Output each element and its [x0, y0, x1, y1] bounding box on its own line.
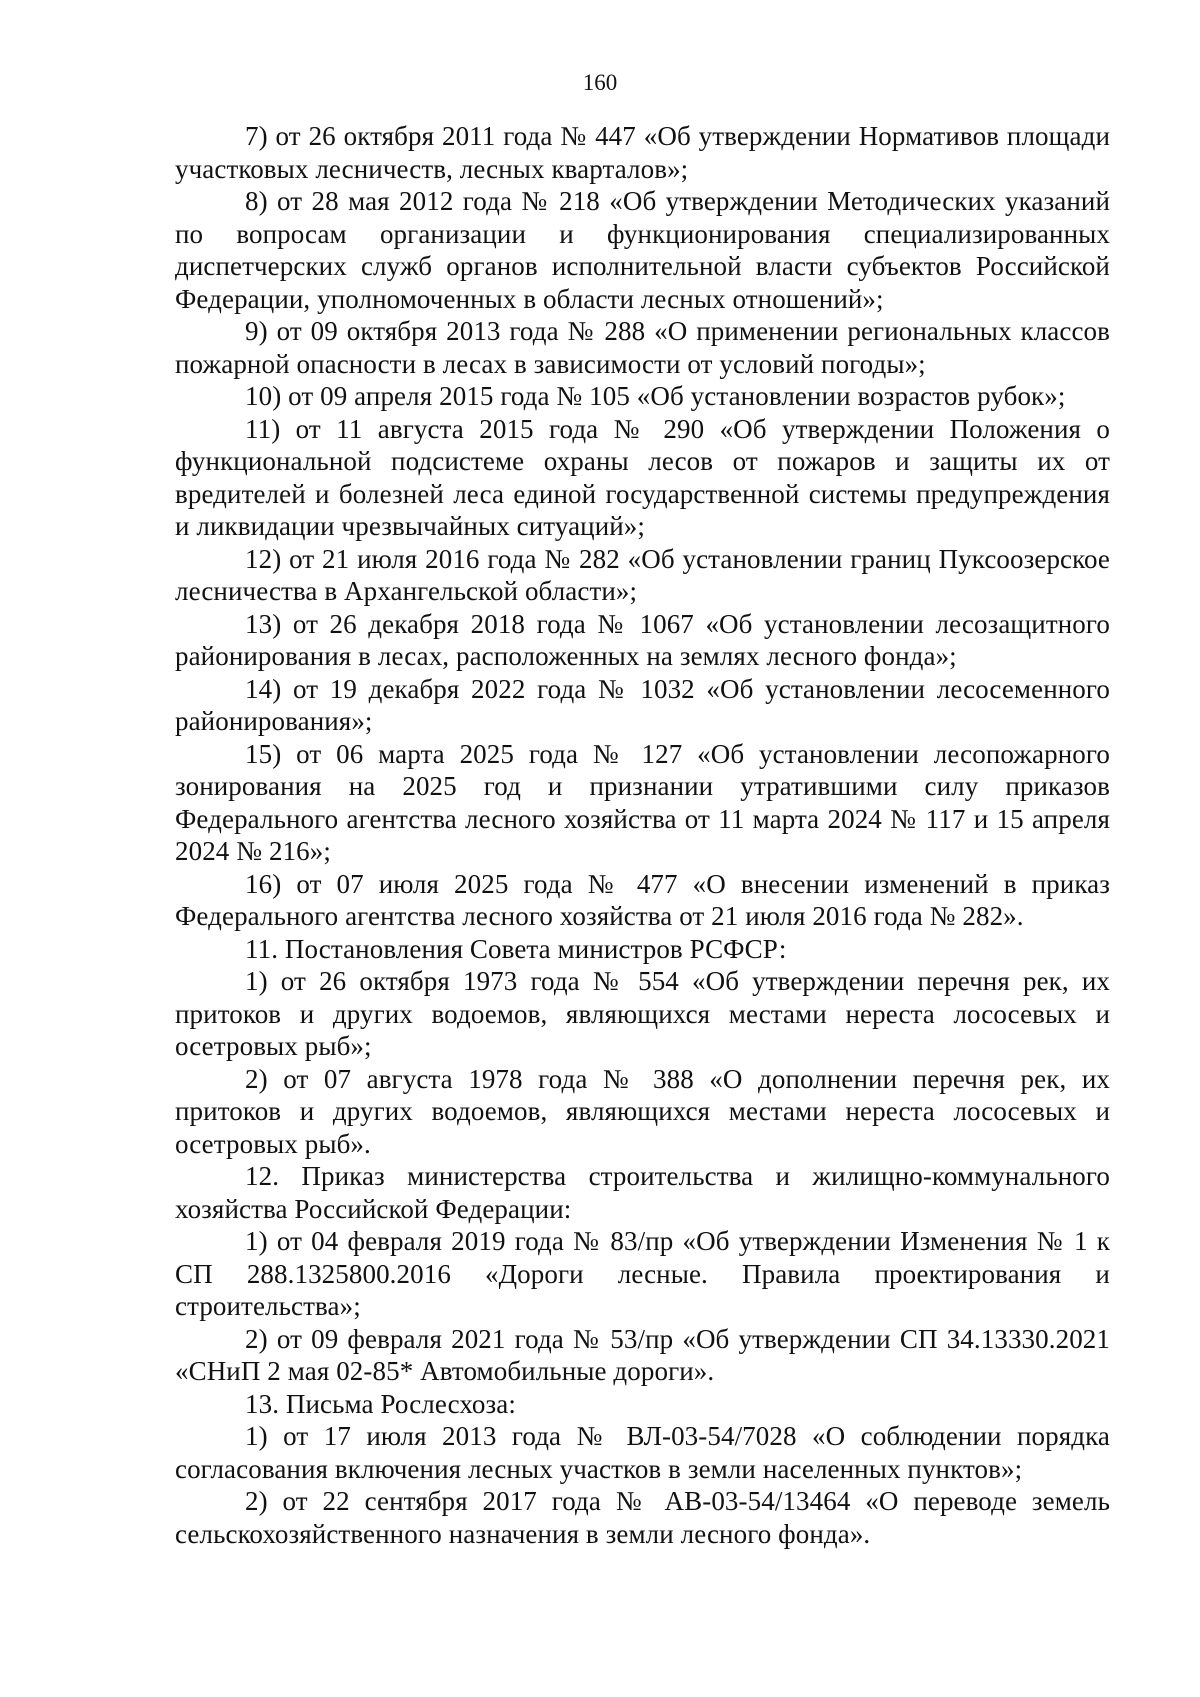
list-item-13-order-1067: 13) от 26 декабря 2018 года № 1067 «Об установлении лесозащитного районирования в лесах, расположенных на землях лесного фонда»; [175, 608, 1110, 671]
list-item-8-order-218: 8) от 28 мая 2012 года № 218 «Об утверждении Методических указаний по вопросам организации и функционирования специализированных диспетчерских служб органов исполнительной власти субъектов Российской Федерации, уполномоченных в области лесных отношений»; [175, 186, 1110, 314]
list-item-1-resolution-554: 1) от 26 октября 1973 года № 554 «Об утверждении перечня рек, их притоков и других водоемов, являющихся местами нереста лососевых и осетровых рыб»; [175, 966, 1110, 1061]
list-item-12-order-282: 12) от 21 июля 2016 года № 282 «Об установлении границ Пуксоозерское лесничества в Архангельской области»; [175, 543, 1110, 606]
list-item-16-order-477: 16) от 07 июля 2025 года № 477 «О внесении изменений в приказ Федерального агентства лесного хозяйства от 21 июля 2016 года № 282». [175, 868, 1110, 931]
section-heading-11: 11. Постановления Совета министров РСФСР: [245, 933, 787, 964]
list-item-10-order-105: 10) от 09 апреля 2015 года № 105 «Об установлении возрастов рубок»; [245, 381, 1066, 411]
list-item-2-letter-13464: 2) от 22 сентября 2017 года № АВ-03-54/13464 «О переводе земель сельскохозяйственного назначения в земли лесного фонда». [175, 1486, 1110, 1549]
list-item-9-order-288: 9) от 09 октября 2013 года № 288 «О применении региональных классов пожарной опасности в лесах в зависимости от условий погоды»; [175, 316, 1110, 379]
list-item-1-order-83-pr: 1) от 04 февраля 2019 года № 83/пр «Об утверждении Изменения № 1 к СП 288.1325800.2016 «Дороги лесные. Правила проектирования и строительства»; [175, 1226, 1110, 1321]
list-item-1-letter-7028: 1) от 17 июля 2013 года № ВЛ-03-54/7028 «О соблюдении порядка согласования включения лесных участков в земли населенных пунктов»; [175, 1421, 1110, 1484]
document-body [175, 120, 1110, 1550]
list-item-11-order-290: 11) от 11 августа 2015 года № 290 «Об утверждении Положения о функциональной подсистеме охраны лесов от пожаров и защиты их от вредителей и болезней леса единой государственной системы предупреждения и ликвидации чрезвычайных ситуаций»; [175, 413, 1110, 541]
list-item-7-order-447: 7) от 26 октября 2011 года № 447 «Об утверждении Нормативов площади участковых лесничеств, лесных кварталов»; [175, 121, 1110, 184]
page-number: 160 [582, 70, 618, 95]
list-item-14-order-1032: 14) от 19 декабря 2022 года № 1032 «Об установлении лесосеменного районирования»; [175, 673, 1110, 736]
list-item-2-resolution-388: 2) от 07 августа 1978 года № 388 «О дополнении перечня рек, их притоков и других водоемов, являющихся местами нереста лососевых и осетровых рыб». [175, 1063, 1110, 1159]
list-item-15-order-127: 15) от 06 марта 2025 года № 127 «Об установлении лесопожарного зонирования на 2025 год и признании утратившими силу приказов Федерального агентства лесного хозяйства от 11 марта 2024 № 117 и 15 апреля 2024 № 216»; [175, 738, 1110, 866]
section-heading-12: 12. Приказ министерства строительства и жилищно-коммунального хозяйства Российской Федерации: [175, 1161, 1110, 1224]
list-item-2-order-53-pr: 2) от 09 февраля 2021 года № 53/пр «Об утверждении СП 34.13330.2021 «СНиП 2 мая 02-85* Автомобильные дороги». [175, 1323, 1110, 1386]
section-heading-13: 13. Письма Рослесхоза: [245, 1388, 516, 1419]
